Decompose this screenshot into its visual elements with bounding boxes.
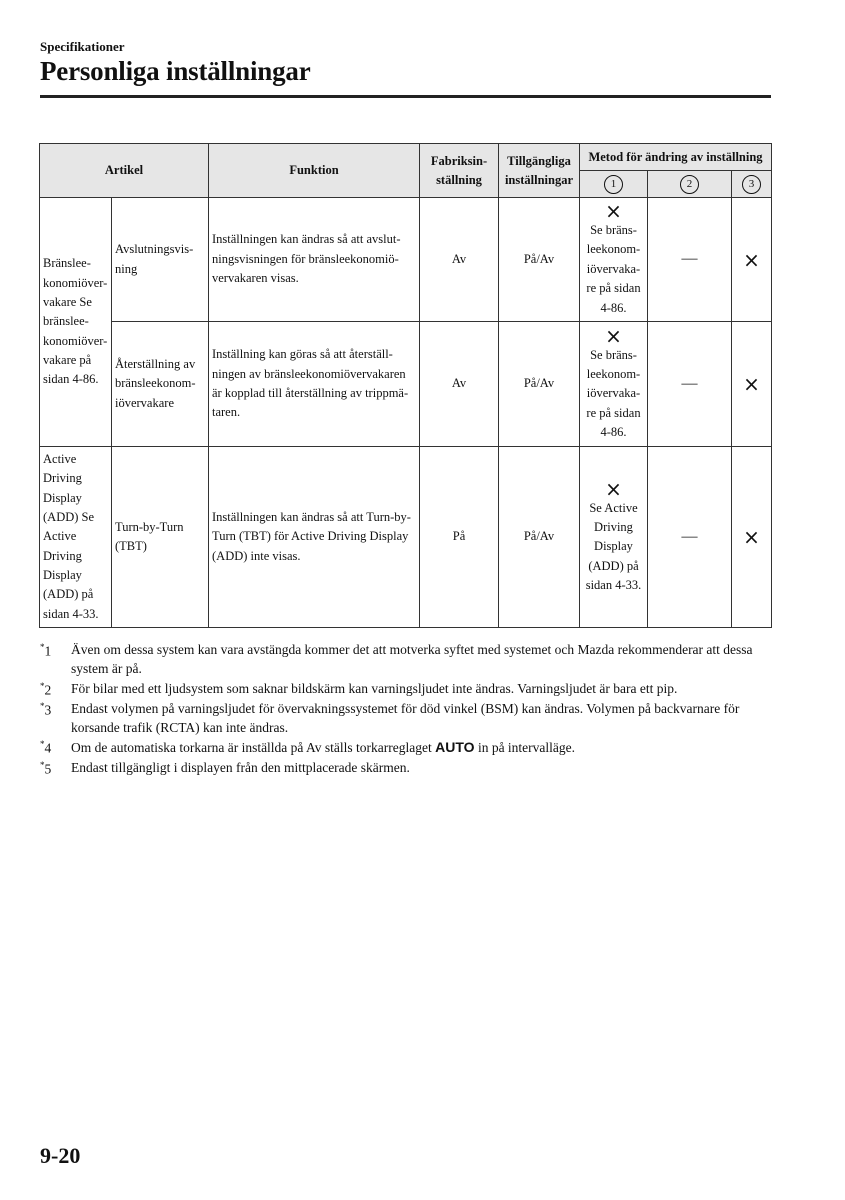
cell-method-2: —	[648, 322, 732, 447]
cross-icon: ×	[743, 247, 760, 272]
footnote-text: Även om dessa system kan vara avstängda kommer det att motverka syftet med systemet och Mazda rekommenderar att dessa system är på.	[71, 642, 753, 676]
cell-fabriksinstallning: På	[420, 447, 499, 628]
table-row	[40, 322, 772, 447]
cell-method-1	[580, 198, 648, 322]
cross-icon: ×	[605, 323, 622, 348]
header-funktion: Funktion	[209, 144, 420, 198]
cell-tillgangliga: På/Av	[499, 447, 580, 628]
footnote: *1 Även om dessa system kan vara avstängda kommer det att motverka syftet med systemet och Mazda rekommenderar att dessa system är på.	[40, 642, 753, 676]
cell-funktion: Inställningen kan ändras så att Turn-by-Turn (TBT) för Active Driving Display (ADD) inte visas.	[209, 447, 420, 628]
footnote: *4 Om de automatiska torkarna är inställda på Av ställs torkarreglaget AUTO in på intervalläge.	[40, 739, 576, 756]
footnote: *2 För bilar med ett ljudsystem som saknar bildskärm kan varningsljudet inte ändras. Varningsljudet är bara ett pip.	[40, 680, 678, 698]
circled-number-3: 3	[742, 175, 761, 194]
cell-tillgangliga: På/Av	[499, 322, 580, 447]
cell-subartikel: Avslutningsvis-ning	[112, 198, 209, 322]
header-metod: Metod för ändring av inställning	[580, 144, 772, 171]
footnote: *3 Endast volymen på varningsljudet för övervakningssystemet för död vinkel (BSM) kan ändras. Volymen på backvarnare för korsande trafik (RCTA) kan inte ändras.	[40, 700, 740, 735]
page-number: 9-20	[40, 1143, 81, 1168]
cross-icon: ×	[743, 372, 760, 396]
cell-funktion: Inställningen kan ändras så att avslut-ningsvisningen för bränsleekonomiö-vervakaren visas.	[209, 198, 420, 322]
cross-icon: ×	[743, 525, 760, 549]
footnotes	[40, 641, 760, 779]
header-method-1	[580, 171, 648, 198]
cell-method-1	[580, 447, 648, 628]
footnote-text: Om de automatiska torkarna är inställda på Av ställs torkarreglaget	[71, 740, 432, 756]
section-label: Specifikationer	[40, 39, 125, 54]
cell-artikel: Active Driving Display (ADD) Se Active Driving Display (ADD) på sidan 4-33.	[40, 447, 112, 628]
cell-method-1	[580, 322, 648, 447]
footnote-text: Endast tillgängligt i displayen från den mittplacerade skärmen.	[71, 760, 410, 776]
header-fabriksinstallning: Fabriksin-ställning	[420, 144, 499, 198]
table-row	[40, 198, 772, 322]
cell-subartikel: Återställning av bränsleekonom-iövervakare	[112, 322, 209, 447]
footnote-text: Endast volymen på varningsljudet för övervakningssystemet för död vinkel (BSM) kan ändras. Volymen på backvarnare för korsande trafik (RCTA) kan inte ändras.	[71, 700, 740, 735]
cell-tillgangliga: På/Av	[499, 198, 580, 322]
cross-icon: ×	[605, 199, 622, 224]
cell-artikel: Bränslee-konomiöver-vakare Se bränslee-konomiöver-vakare på sidan 4-86.	[40, 198, 112, 447]
circled-number-2: 2	[680, 175, 699, 194]
cell-funktion: Inställning kan göras så att återställ-ningen av bränsleekonomiövervakaren är kopplad till återställning av trippmä-taren.	[209, 322, 420, 447]
settings-table	[39, 143, 772, 628]
cell-method-2: —	[648, 447, 732, 628]
cell-method-3	[732, 198, 772, 322]
footnote-text: in på intervalläge.	[477, 740, 576, 756]
header-artikel: Artikel	[40, 144, 209, 198]
method-1-text: Se bräns-leekonom-iövervaka-re på sidan 4-86.	[586, 347, 641, 440]
header-method-2	[648, 171, 732, 198]
footnote-text: För bilar med ett ljudsystem som saknar bildskärm kan varningsljudet inte ändras. Varningsljudet är bara ett pip.	[71, 680, 678, 696]
header-method-3	[732, 171, 772, 198]
auto-label: AUTO	[435, 739, 475, 756]
circled-number-1: 1	[604, 175, 623, 194]
page-title: Personliga inställningar	[40, 56, 311, 86]
header-tillgangliga: Tillgängliga inställningar	[499, 144, 580, 198]
cell-fabriksinstallning: Av	[420, 322, 499, 447]
table-row	[40, 447, 772, 628]
cross-icon: ×	[605, 476, 622, 501]
title-rule	[40, 95, 771, 98]
cell-method-3	[732, 322, 772, 447]
footnote: *5 Endast tillgängligt i displayen från den mittplacerade skärmen.	[40, 760, 410, 777]
cell-fabriksinstallning: Av	[420, 198, 499, 322]
method-1-text: Se Active Driving Display (ADD) på sidan 4-33.	[585, 500, 642, 593]
cell-method-3	[732, 447, 772, 628]
cell-method-2: —	[648, 198, 732, 322]
cell-subartikel: Turn-by-Turn (TBT)	[112, 447, 209, 628]
method-1-text: Se bräns-leekonom-iövervaka-re på sidan 4-86.	[586, 223, 641, 315]
